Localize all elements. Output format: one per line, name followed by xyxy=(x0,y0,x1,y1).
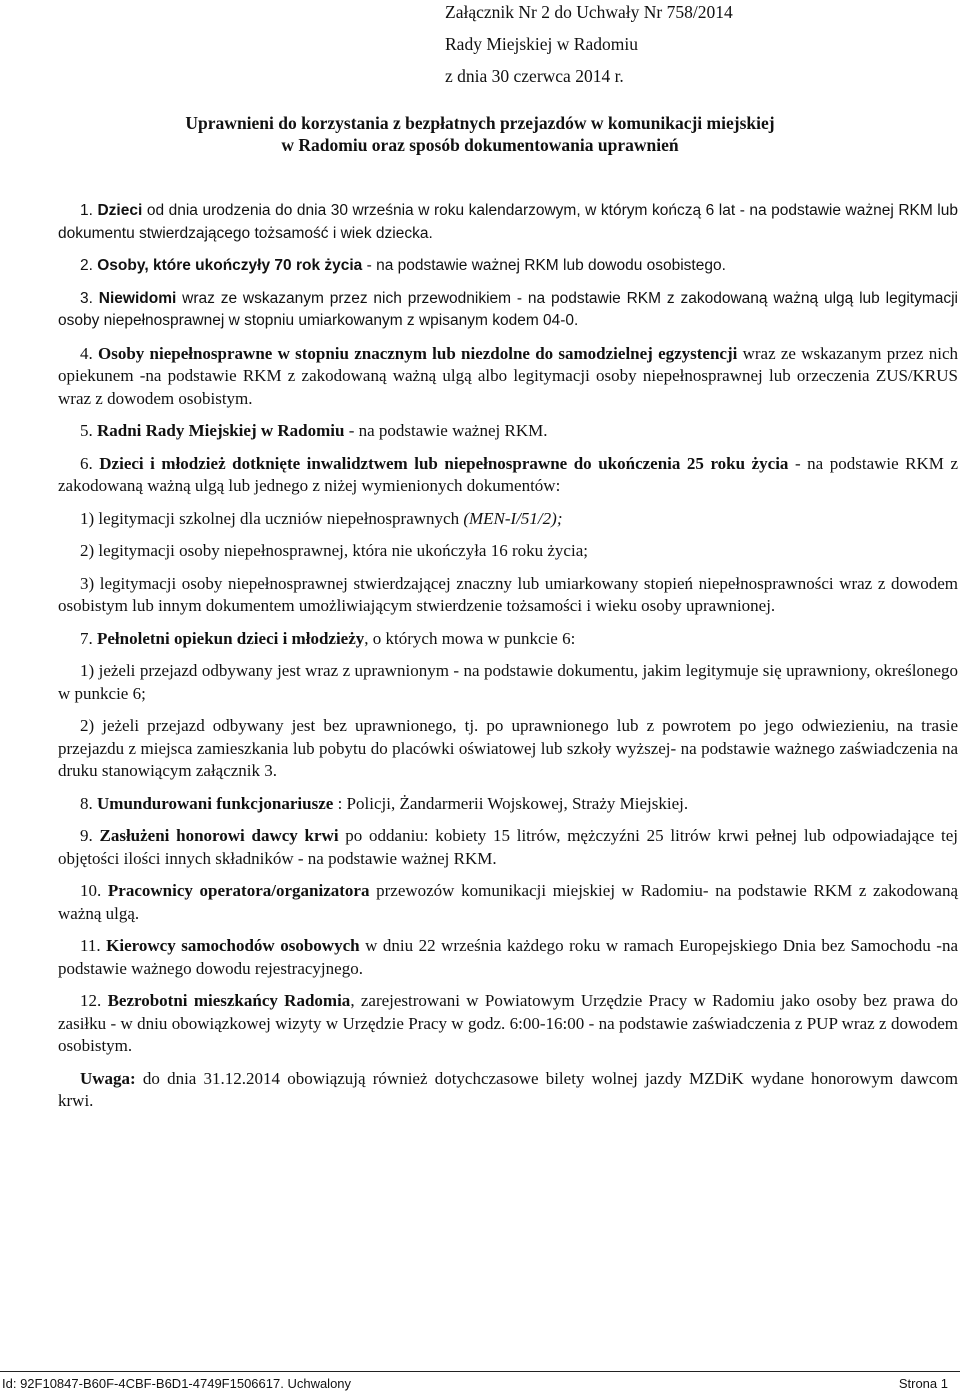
item-subject: Osoby niepełnosprawne w stopniu znacznym lub niezdolne do samodzielnej egzystencji xyxy=(98,343,738,363)
item-number: 1. xyxy=(80,202,93,219)
item-4 xyxy=(58,343,958,411)
item-number: 6. xyxy=(80,453,93,473)
item-subject: Dzieci i młodzież dotknięte inwalidztwem lub niepełnosprawne do ukończenia 25 roku życia xyxy=(99,453,789,473)
document-body xyxy=(58,200,958,1123)
item-subject: Pracownicy operatora/organizatora xyxy=(107,881,370,900)
item-2 xyxy=(58,255,958,278)
item-9 xyxy=(58,825,958,870)
item-subject: Osoby, które ukończyły 70 rok życia xyxy=(97,257,363,274)
item-subject: Dzieci xyxy=(97,202,143,219)
page-footer xyxy=(0,1374,960,1393)
title-line-1: Uprawnieni do korzystania z bezpłatnych przejazdów w komunikacji miejskiej xyxy=(185,113,775,133)
item-subject: Kierowcy samochodów osobowych xyxy=(106,936,360,955)
item-number: 10. xyxy=(80,881,102,900)
item-text: - na podstawie ważnej RKM lub dowodu osobistego. xyxy=(362,257,726,274)
item-text: - na podstawie ważnej RKM. xyxy=(344,421,548,440)
sub-item-text: 2) legitymacji osoby niepełnosprawnej, która nie ukończyła 16 roku życia; xyxy=(80,541,588,560)
sub-item-text: 2) jeżeli przejazd odbywany jest bez uprawnionego, tj. po uprawnionego lub z powrotem po jego odwiezieniu, na trasie przejazdu z miejsca zamieszkania lub pobytu do placówki oświatowej lub szkoły wyższej- na podstawie ważnego zaświadczenia na druku stanowiącym załącznik 3. xyxy=(58,716,958,780)
item-text: po oddaniu: kobiety 15 litrów, mężczyźni 25 litrów krwi pełnej lub odpowiadające tej objętości ilości innych składników - na podstawie ważnej RKM. xyxy=(58,826,959,868)
item-text: - na podstawie RKM z zakodowaną ważną ulgą lub jednego z niżej wymienionych dokumentów: xyxy=(58,453,958,495)
header-line-3: z dnia 30 czerwca 2014 r. xyxy=(445,66,624,86)
item-12 xyxy=(58,990,958,1058)
item-subject: Niewidomi xyxy=(98,289,177,307)
document-title xyxy=(0,112,960,156)
page-number: Strona 1 xyxy=(898,1376,948,1391)
item-1 xyxy=(58,200,958,245)
item-6-sub-2 xyxy=(58,540,958,563)
item-number: 3. xyxy=(80,289,93,307)
item-7-sub-2 xyxy=(58,715,958,783)
attachment-header xyxy=(445,0,865,96)
title-line-2: w Radomiu oraz sposób dokumentowania uprawnień xyxy=(281,135,679,155)
item-6-sub-1 xyxy=(58,508,958,531)
item-text: , zarejestrowani w Powiatowym Urzędzie Pracy w Radomiu jako osoby bez prawa do zasiłku - w dniu obowiązkowej wizyty w Urzędzie Pracy w godz. 6:00-16:00 - na podstawie zaświadczenia z PUP wraz z dowodem osobistym. xyxy=(58,991,959,1055)
item-number: 12. xyxy=(80,991,102,1010)
header-line-2: Rady Miejskiej w Radomiu xyxy=(445,34,638,54)
item-text: przewozów komunikacji miejskiej w Radomiu- na podstawie RKM z zakodowaną ważną ulgą. xyxy=(58,881,958,923)
item-6 xyxy=(58,453,958,498)
item-number: 8. xyxy=(80,793,93,813)
note-text: do dnia 31.12.2014 obowiązują również dotychczasowe bilety wolnej jazdy MZDiK wydane honorowym dawcom krwi. xyxy=(58,1068,958,1110)
item-6-sub-3 xyxy=(58,573,958,618)
item-number: 11. xyxy=(80,936,101,955)
item-text: : Policji, Żandarmerii Wojskowej, Straży Miejskiej. xyxy=(333,793,689,813)
header-line-1: Załącznik Nr 2 do Uchwały Nr 758/2014 xyxy=(445,2,733,22)
item-11 xyxy=(58,935,958,980)
note xyxy=(58,1068,958,1113)
footer-divider xyxy=(0,1371,960,1372)
item-text: , o których mowa w punkcie 6: xyxy=(364,628,576,648)
sub-item-text: 1) legitymacji szkolnej dla uczniów niepełnosprawnych xyxy=(80,508,464,528)
item-number: 7. xyxy=(80,628,93,648)
item-text: od dnia urodzenia do dnia 30 września w roku kalendarzowym, w którym kończą 6 lat - na podstawie ważnej RKM lub dokumentu stwierdzającego tożsamość i wiek dziecka. xyxy=(58,202,958,242)
document-id: Id: 92F10847-B60F-4CBF-B6D1-4749F1506617. Uchwalony xyxy=(2,1376,352,1391)
item-10 xyxy=(58,880,958,925)
item-text: wraz ze wskazanym przez nich przewodnikiem - na podstawie RKM z zakodowaną ważną ulgą lub legitymacji osoby niepełnosprawnej w stopniu umiarkowanym z wpisanym kodem 04-0. xyxy=(58,289,958,329)
item-subject: Zasłużeni honorowi dawcy krwi xyxy=(99,826,339,845)
item-5 xyxy=(58,420,958,443)
item-3 xyxy=(58,288,958,333)
sub-item-text: 3) legitymacji osoby niepełnosprawnej stwierdzającej znaczny lub umiarkowany stopień niepełnosprawności wraz z dowodem osobistym lub innym dokumentem umożliwiającym stwierdzenie tożsamości i wieku osoby uprawnionej. xyxy=(58,573,958,615)
item-number: 4. xyxy=(80,343,93,363)
item-7 xyxy=(58,628,958,651)
sub-item-text: 1) jeżeli przejazd odbywany jest wraz z uprawnionym - na podstawie dokumentu, jakim legitymuje się uprawniony, określonego w punkcie 6; xyxy=(58,661,958,703)
note-label: Uwaga: xyxy=(80,1068,136,1088)
item-subject: Bezrobotni mieszkańcy Radomia xyxy=(107,991,351,1010)
item-subject: Radni Rady Miejskiej w Radomiu xyxy=(97,421,345,440)
item-number: 9. xyxy=(80,826,93,845)
item-8 xyxy=(58,793,958,816)
sub-item-italic: (MEN-I/51/2); xyxy=(463,508,563,528)
item-subject: Pełnoletni opiekun dzieci i młodzieży xyxy=(97,628,365,648)
item-number: 5. xyxy=(80,421,93,440)
item-number: 2. xyxy=(80,257,93,274)
item-text: w dniu 22 września każdego roku w ramach Europejskiego Dnia bez Samochodu -na podstawie ważnego dowodu rejestracyjnego. xyxy=(58,936,958,978)
item-subject: Umundurowani funkcjonariusze xyxy=(97,793,334,813)
item-text: wraz ze wskazanym przez nich opiekunem -na podstawie RKM z zakodowaną ważną ulgą albo legitymacji osoby niepełnosprawnej lub orzeczenia ZUS/KRUS wraz z dowodem osobistym. xyxy=(58,343,959,408)
item-7-sub-1 xyxy=(58,660,958,705)
